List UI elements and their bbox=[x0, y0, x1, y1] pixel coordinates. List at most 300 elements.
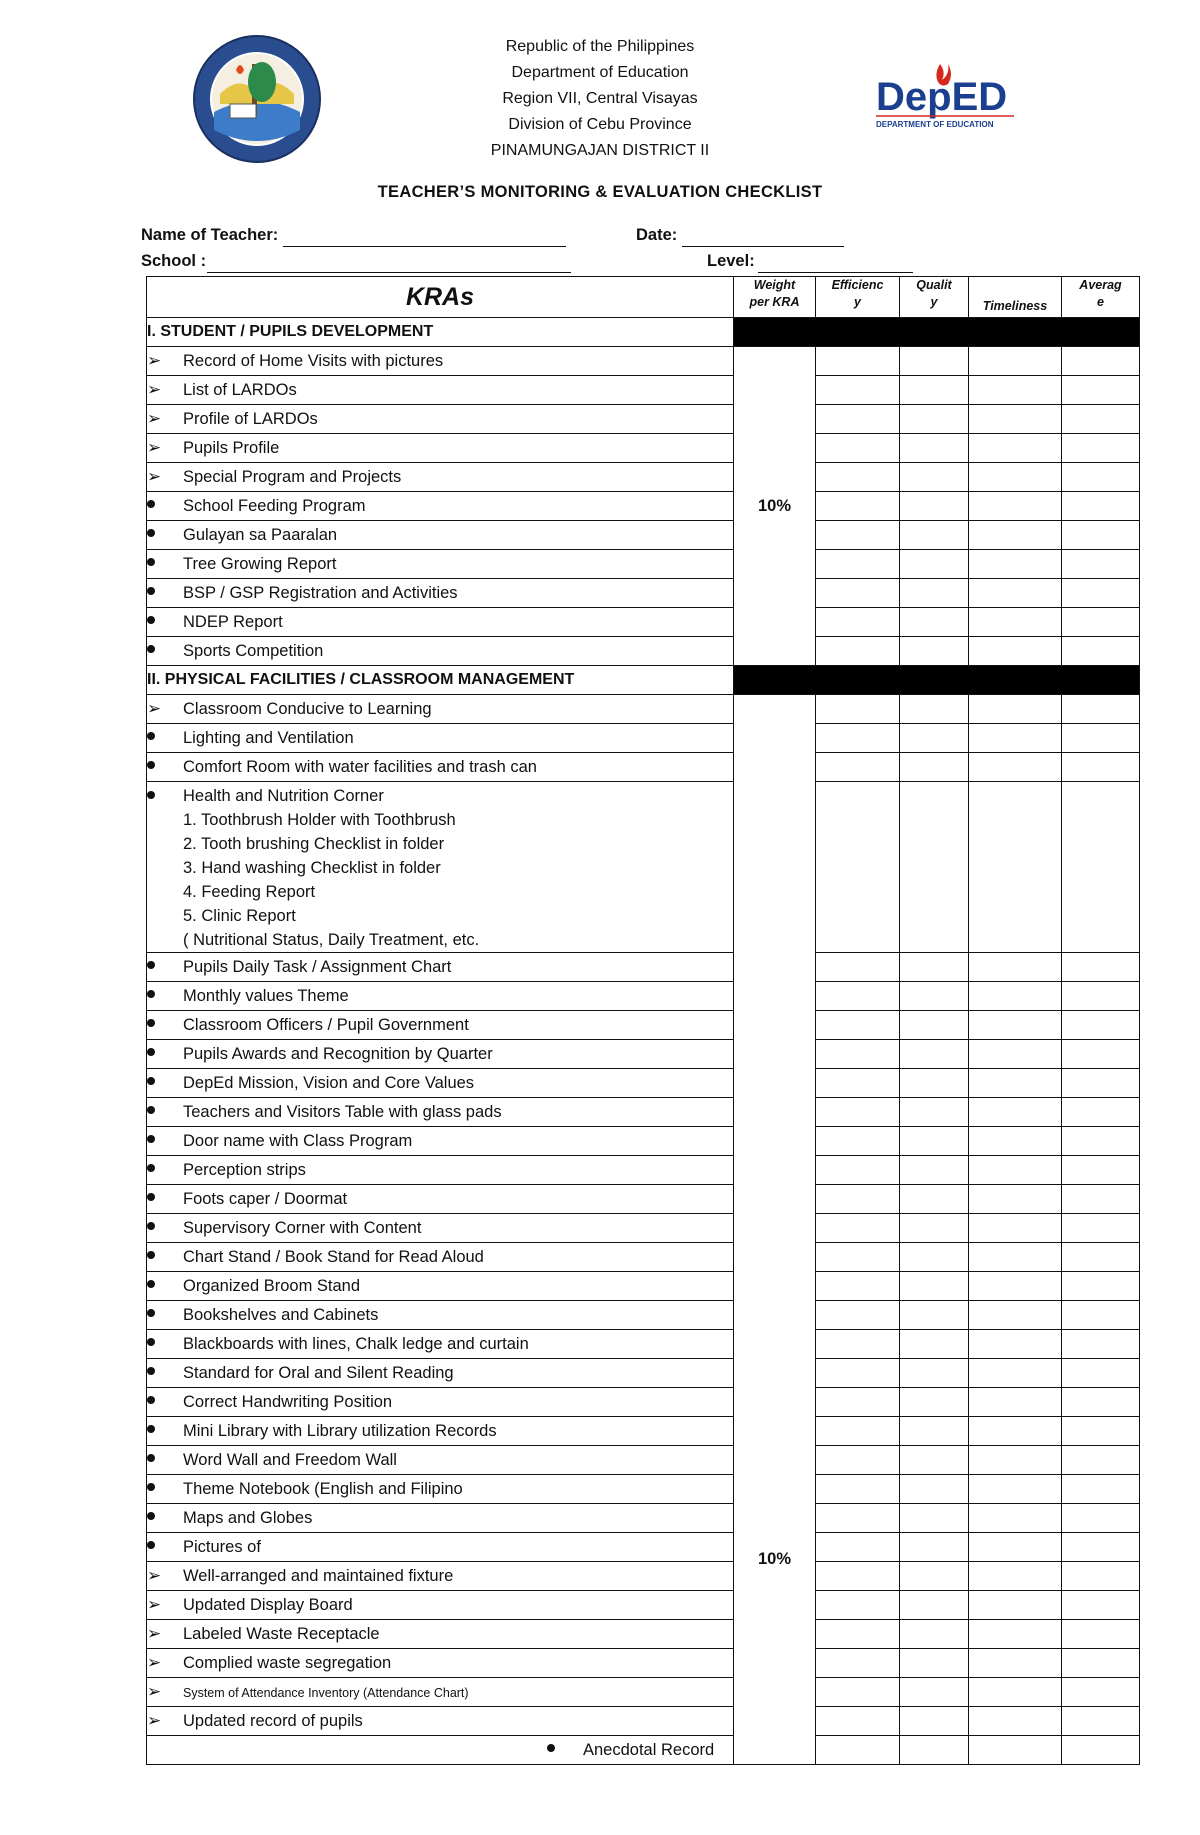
efficiency-cell[interactable] bbox=[816, 1185, 900, 1214]
timeliness-cell[interactable] bbox=[969, 1243, 1062, 1272]
bullet-icon bbox=[147, 1483, 155, 1491]
average-cell[interactable] bbox=[1062, 608, 1140, 637]
efficiency-cell[interactable] bbox=[816, 1678, 900, 1707]
bullet-icon bbox=[147, 529, 155, 537]
average-cell[interactable] bbox=[1062, 1562, 1140, 1591]
checklist-subitem: Bookshelves and Cabinets bbox=[147, 1301, 734, 1330]
checklist-table bbox=[146, 276, 1140, 1765]
table-row bbox=[147, 1475, 1140, 1504]
table-row bbox=[147, 724, 1140, 753]
average-cell[interactable] bbox=[1062, 579, 1140, 608]
efficiency-cell[interactable] bbox=[816, 550, 900, 579]
table-row bbox=[147, 1417, 1140, 1446]
efficiency-cell[interactable] bbox=[816, 782, 900, 953]
page-title: TEACHER’S MONITORING & EVALUATION CHECKLIST bbox=[377, 183, 823, 201]
checklist-subitem: Sports Competition bbox=[147, 637, 734, 666]
school-field[interactable] bbox=[207, 272, 571, 273]
average-cell[interactable] bbox=[1062, 1156, 1140, 1185]
table-row bbox=[147, 1156, 1140, 1185]
bullet-icon bbox=[147, 1251, 155, 1259]
header-line: PINAMUNGAJAN DISTRICT II bbox=[490, 142, 710, 159]
checklist-subitem: Teachers and Visitors Table with glass pads bbox=[147, 1098, 734, 1127]
efficiency-cell[interactable] bbox=[816, 1736, 900, 1765]
timeliness-cell[interactable] bbox=[969, 492, 1062, 521]
efficiency-cell[interactable] bbox=[816, 1214, 900, 1243]
timeliness-cell[interactable] bbox=[969, 1388, 1062, 1417]
average-cell[interactable] bbox=[1062, 1214, 1140, 1243]
efficiency-cell[interactable] bbox=[816, 1156, 900, 1185]
timeliness-cell[interactable] bbox=[969, 1533, 1062, 1562]
efficiency-cell[interactable] bbox=[816, 695, 900, 724]
timeliness-cell[interactable] bbox=[969, 1069, 1062, 1098]
quality-cell[interactable] bbox=[900, 376, 969, 405]
quality-cell[interactable] bbox=[900, 1127, 969, 1156]
checklist-subitem: Lighting and Ventilation bbox=[147, 724, 734, 753]
timeliness-cell[interactable] bbox=[969, 637, 1062, 666]
average-cell[interactable] bbox=[1062, 782, 1140, 953]
checklist-subitem: Pupils Awards and Recognition by Quarter bbox=[147, 1040, 734, 1069]
section-row bbox=[147, 318, 1140, 347]
timeliness-cell[interactable] bbox=[969, 347, 1062, 376]
quality-cell[interactable] bbox=[900, 1156, 969, 1185]
weight-cell: 10% bbox=[734, 347, 816, 666]
bullet-icon bbox=[147, 1338, 155, 1346]
school-label: School : bbox=[141, 252, 207, 270]
quality-cell[interactable] bbox=[900, 1330, 969, 1359]
timeliness-cell[interactable] bbox=[969, 1736, 1062, 1765]
average-cell[interactable] bbox=[1062, 376, 1140, 405]
timeliness-cell[interactable] bbox=[969, 1214, 1062, 1243]
timeliness-cell[interactable] bbox=[969, 1330, 1062, 1359]
average-cell[interactable] bbox=[1062, 1272, 1140, 1301]
teacher-name-label: Name of Teacher: bbox=[141, 226, 279, 244]
table-row bbox=[147, 463, 1140, 492]
checklist-subitem: Gulayan sa Paaralan bbox=[147, 521, 734, 550]
teacher-name-field[interactable] bbox=[283, 246, 566, 247]
efficiency-cell[interactable] bbox=[816, 1475, 900, 1504]
efficiency-cell[interactable] bbox=[816, 1388, 900, 1417]
efficiency-cell[interactable] bbox=[816, 1243, 900, 1272]
bullet-icon bbox=[147, 1425, 155, 1433]
table-row bbox=[147, 1098, 1140, 1127]
checklist-subitem: Comfort Room with water facilities and trash can bbox=[147, 753, 734, 782]
quality-cell[interactable] bbox=[900, 1359, 969, 1388]
average-cell[interactable] bbox=[1062, 1649, 1140, 1678]
average-cell[interactable] bbox=[1062, 695, 1140, 724]
table-row bbox=[147, 637, 1140, 666]
kras-header: KRAs bbox=[147, 277, 734, 318]
average-cell[interactable] bbox=[1062, 953, 1140, 982]
timeliness-cell[interactable] bbox=[969, 724, 1062, 753]
efficiency-cell[interactable] bbox=[816, 1330, 900, 1359]
health-corner-item: Health and Nutrition Corner 1. Toothbrush Holder with Toothbrush 2. Tooth brushing Checklist in folder 3. Hand washing Checklist in folder 4. Feeding Report 5. Clinic Report ( Nutritional Status, Daily Treatment, etc. bbox=[147, 782, 734, 953]
bullet-icon bbox=[147, 587, 155, 595]
quality-cell[interactable] bbox=[900, 695, 969, 724]
timeliness-cell[interactable] bbox=[969, 1504, 1062, 1533]
table-row bbox=[147, 1011, 1140, 1040]
table-row bbox=[147, 608, 1140, 637]
average-cell[interactable] bbox=[1062, 1330, 1140, 1359]
arrow-bullet-icon: ➢ bbox=[147, 1711, 162, 1730]
table-row bbox=[147, 982, 1140, 1011]
checklist-subitem: Mini Library with Library utilization Records bbox=[147, 1417, 734, 1446]
checklist-subitem: Organized Broom Stand bbox=[147, 1272, 734, 1301]
quality-cell[interactable] bbox=[900, 1504, 969, 1533]
table-row bbox=[147, 1127, 1140, 1156]
timeliness-cell[interactable] bbox=[969, 1620, 1062, 1649]
checklist-subitem: Chart Stand / Book Stand for Read Aloud bbox=[147, 1243, 734, 1272]
quality-cell[interactable] bbox=[900, 1591, 969, 1620]
quality-cell[interactable] bbox=[900, 434, 969, 463]
average-cell[interactable] bbox=[1062, 1736, 1140, 1765]
efficiency-cell[interactable] bbox=[816, 1707, 900, 1736]
timeliness-cell[interactable] bbox=[969, 1475, 1062, 1504]
checklist-subitem: Monthly values Theme bbox=[147, 982, 734, 1011]
quality-cell[interactable] bbox=[900, 1678, 969, 1707]
table-row bbox=[147, 1446, 1140, 1475]
timeliness-cell[interactable] bbox=[969, 782, 1062, 953]
efficiency-cell[interactable] bbox=[816, 1011, 900, 1040]
efficiency-cell[interactable] bbox=[816, 1359, 900, 1388]
quality-cell[interactable] bbox=[900, 1388, 969, 1417]
efficiency-cell[interactable] bbox=[816, 347, 900, 376]
bullet-icon bbox=[147, 1280, 155, 1288]
efficiency-cell[interactable] bbox=[816, 434, 900, 463]
quality-cell[interactable] bbox=[900, 492, 969, 521]
timeliness-cell[interactable] bbox=[969, 1707, 1062, 1736]
timeliness-cell[interactable] bbox=[969, 1446, 1062, 1475]
efficiency-cell[interactable] bbox=[816, 724, 900, 753]
quality-cell[interactable] bbox=[900, 1417, 969, 1446]
quality-cell[interactable] bbox=[900, 347, 969, 376]
header-line: Region VII, Central Visayas bbox=[502, 90, 698, 107]
pictures-subitem: ➢ System of Attendance Inventory (Attendance Chart) bbox=[147, 1678, 734, 1707]
average-cell[interactable] bbox=[1062, 434, 1140, 463]
average-cell[interactable] bbox=[1062, 753, 1140, 782]
timeliness-cell[interactable] bbox=[969, 376, 1062, 405]
quality-cell[interactable] bbox=[900, 1098, 969, 1127]
deped-logo-text: DepED bbox=[876, 75, 1008, 119]
bullet-icon bbox=[147, 1367, 155, 1375]
table-row bbox=[147, 1359, 1140, 1388]
average-cell[interactable] bbox=[1062, 1185, 1140, 1214]
arrow-bullet-icon: ➢ bbox=[147, 380, 162, 399]
table-row bbox=[147, 434, 1140, 463]
average-cell[interactable] bbox=[1062, 1243, 1140, 1272]
timeliness-cell[interactable] bbox=[969, 463, 1062, 492]
pictures-subitem: ➢ Updated record of pupils bbox=[147, 1707, 734, 1736]
average-cell[interactable] bbox=[1062, 1475, 1140, 1504]
weight-cell: 10% bbox=[734, 695, 816, 1765]
section-row bbox=[147, 666, 1140, 695]
efficiency-cell[interactable] bbox=[816, 1562, 900, 1591]
section-title: I. STUDENT / PUPILS DEVELOPMENT bbox=[147, 318, 734, 347]
quality-cell[interactable] bbox=[900, 463, 969, 492]
average-cell[interactable] bbox=[1062, 550, 1140, 579]
efficiency-cell[interactable] bbox=[816, 1272, 900, 1301]
checklist-subitem: Door name with Class Program bbox=[147, 1127, 734, 1156]
quality-cell[interactable] bbox=[900, 1533, 969, 1562]
table-row bbox=[147, 1069, 1140, 1098]
bullet-icon bbox=[147, 961, 155, 969]
bullet-icon bbox=[547, 1744, 555, 1752]
bullet-icon bbox=[147, 1019, 155, 1027]
average-cell[interactable] bbox=[1062, 1359, 1140, 1388]
table-row bbox=[147, 492, 1140, 521]
timeliness-cell[interactable] bbox=[969, 579, 1062, 608]
timeliness-cell[interactable] bbox=[969, 1301, 1062, 1330]
efficiency-cell[interactable] bbox=[816, 492, 900, 521]
arrow-bullet-icon: ➢ bbox=[147, 438, 162, 457]
average-cell[interactable] bbox=[1062, 492, 1140, 521]
timeliness-cell[interactable] bbox=[969, 521, 1062, 550]
table-row bbox=[147, 550, 1140, 579]
timeliness-cell[interactable] bbox=[969, 753, 1062, 782]
quality-cell[interactable] bbox=[900, 1243, 969, 1272]
average-cell[interactable] bbox=[1062, 1417, 1140, 1446]
quality-cell[interactable] bbox=[900, 1649, 969, 1678]
arrow-bullet-icon: ➢ bbox=[147, 1595, 162, 1614]
pictures-subitem: ➢ Labeled Waste Receptacle bbox=[147, 1620, 734, 1649]
average-cell[interactable] bbox=[1062, 1678, 1140, 1707]
average-cell[interactable] bbox=[1062, 1591, 1140, 1620]
average-cell[interactable] bbox=[1062, 1098, 1140, 1127]
bullet-icon bbox=[147, 1222, 155, 1230]
efficiency-cell[interactable] bbox=[816, 1040, 900, 1069]
bullet-icon bbox=[147, 1396, 155, 1404]
average-cell[interactable] bbox=[1062, 1011, 1140, 1040]
bullet-icon bbox=[147, 1106, 155, 1114]
efficiency-cell[interactable] bbox=[816, 521, 900, 550]
timeliness-cell[interactable] bbox=[969, 1417, 1062, 1446]
quality-cell[interactable] bbox=[900, 1011, 969, 1040]
checklist-subitem: Standard for Oral and Silent Reading bbox=[147, 1359, 734, 1388]
average-cell[interactable] bbox=[1062, 521, 1140, 550]
efficiency-cell[interactable] bbox=[816, 1127, 900, 1156]
average-cell[interactable] bbox=[1062, 463, 1140, 492]
arrow-bullet-icon: ➢ bbox=[147, 1653, 162, 1672]
checklist-item: ➢ Record of Home Visits with pictures bbox=[147, 347, 734, 376]
timeliness-cell[interactable] bbox=[969, 1127, 1062, 1156]
quality-cell[interactable] bbox=[900, 1620, 969, 1649]
efficiency-cell[interactable] bbox=[816, 753, 900, 782]
quality-cell[interactable] bbox=[900, 1707, 969, 1736]
checklist-subitem: Pupils Daily Task / Assignment Chart bbox=[147, 953, 734, 982]
table-row bbox=[147, 1504, 1140, 1533]
table-row bbox=[147, 1301, 1140, 1330]
header-line: Division of Cebu Province bbox=[508, 116, 692, 133]
efficiency-cell[interactable] bbox=[816, 1533, 900, 1562]
timeliness-cell[interactable] bbox=[969, 982, 1062, 1011]
checklist-subitem: Blackboards with lines, Chalk ledge and curtain bbox=[147, 1330, 734, 1359]
table-row bbox=[147, 1185, 1140, 1214]
average-cell[interactable] bbox=[1062, 1069, 1140, 1098]
quality-cell[interactable] bbox=[900, 521, 969, 550]
quality-cell[interactable] bbox=[900, 1562, 969, 1591]
timeliness-cell[interactable] bbox=[969, 695, 1062, 724]
timeliness-cell[interactable] bbox=[969, 1272, 1062, 1301]
efficiency-cell[interactable] bbox=[816, 579, 900, 608]
table-row bbox=[147, 695, 1140, 724]
average-cell[interactable] bbox=[1062, 637, 1140, 666]
quality-cell[interactable] bbox=[900, 1214, 969, 1243]
date-field[interactable] bbox=[682, 246, 844, 247]
table-row bbox=[147, 1649, 1140, 1678]
letterhead bbox=[400, 34, 800, 164]
quality-cell[interactable] bbox=[900, 637, 969, 666]
quality-cell[interactable] bbox=[900, 1475, 969, 1504]
quality-cell[interactable] bbox=[900, 1736, 969, 1765]
bullet-icon bbox=[147, 645, 155, 653]
average-cell[interactable] bbox=[1062, 1301, 1140, 1330]
bullet-icon bbox=[147, 1512, 155, 1520]
quality-cell[interactable] bbox=[900, 1301, 969, 1330]
quality-cell[interactable] bbox=[900, 550, 969, 579]
pictures-subitem: ➢ Complied waste segregation bbox=[147, 1649, 734, 1678]
quality-cell[interactable] bbox=[900, 405, 969, 434]
quality-cell[interactable] bbox=[900, 1040, 969, 1069]
timeliness-cell[interactable] bbox=[969, 608, 1062, 637]
checklist-subitem: Classroom Officers / Pupil Government bbox=[147, 1011, 734, 1040]
bullet-icon bbox=[147, 1454, 155, 1462]
timeliness-cell[interactable] bbox=[969, 1359, 1062, 1388]
quality-cell[interactable] bbox=[900, 753, 969, 782]
timeliness-header: Timeliness bbox=[969, 277, 1062, 318]
anecdotal-record-item: Anecdotal Record bbox=[147, 1736, 734, 1765]
average-cell[interactable] bbox=[1062, 347, 1140, 376]
checklist-item: ➢ Classroom Conducive to Learning bbox=[147, 695, 734, 724]
table-row bbox=[147, 782, 1140, 953]
bullet-icon bbox=[147, 990, 155, 998]
timeliness-cell[interactable] bbox=[969, 1011, 1062, 1040]
header-line: Department of Education bbox=[511, 64, 689, 81]
timeliness-cell[interactable] bbox=[969, 1649, 1062, 1678]
checklist-item: ➢ Pupils Profile bbox=[147, 434, 734, 463]
timeliness-cell[interactable] bbox=[969, 1678, 1062, 1707]
efficiency-cell[interactable] bbox=[816, 376, 900, 405]
pictures-subitem: ➢ Updated Display Board bbox=[147, 1591, 734, 1620]
bullet-icon bbox=[147, 1193, 155, 1201]
efficiency-cell[interactable] bbox=[816, 1301, 900, 1330]
quality-cell[interactable] bbox=[900, 1069, 969, 1098]
timeliness-cell[interactable] bbox=[969, 550, 1062, 579]
efficiency-cell[interactable] bbox=[816, 953, 900, 982]
pictures-subitem: ➢ Well-arranged and maintained fixture bbox=[147, 1562, 734, 1591]
table-row bbox=[147, 1562, 1140, 1591]
table-row bbox=[147, 1214, 1140, 1243]
average-cell[interactable] bbox=[1062, 1620, 1140, 1649]
average-cell[interactable] bbox=[1062, 982, 1140, 1011]
timeliness-cell[interactable] bbox=[969, 1185, 1062, 1214]
efficiency-cell[interactable] bbox=[816, 637, 900, 666]
efficiency-cell[interactable] bbox=[816, 1446, 900, 1475]
checklist-subitem: Pictures of bbox=[147, 1533, 734, 1562]
efficiency-cell[interactable] bbox=[816, 463, 900, 492]
efficiency-cell[interactable] bbox=[816, 1069, 900, 1098]
arrow-bullet-icon: ➢ bbox=[147, 1566, 162, 1585]
timeliness-cell[interactable] bbox=[969, 1156, 1062, 1185]
quality-cell[interactable] bbox=[900, 953, 969, 982]
efficiency-cell[interactable] bbox=[816, 1620, 900, 1649]
quality-cell[interactable] bbox=[900, 782, 969, 953]
arrow-bullet-icon: ➢ bbox=[147, 467, 162, 486]
division-seal-icon bbox=[192, 34, 322, 164]
efficiency-cell[interactable] bbox=[816, 405, 900, 434]
average-cell[interactable] bbox=[1062, 1127, 1140, 1156]
average-header: Averag e bbox=[1062, 277, 1140, 318]
table-row bbox=[147, 1040, 1140, 1069]
efficiency-cell[interactable] bbox=[816, 982, 900, 1011]
checklist-subitem: Perception strips bbox=[147, 1156, 734, 1185]
section-title: II. PHYSICAL FACILITIES / CLASSROOM MANAGEMENT bbox=[147, 666, 734, 695]
table-row bbox=[147, 1678, 1140, 1707]
checklist-subitem: Foots caper / Doormat bbox=[147, 1185, 734, 1214]
section-shaded-cell bbox=[734, 666, 1140, 695]
quality-cell[interactable] bbox=[900, 1446, 969, 1475]
quality-cell[interactable] bbox=[900, 1272, 969, 1301]
checklist-subitem: Theme Notebook (English and Filipino bbox=[147, 1475, 734, 1504]
table-header-row bbox=[147, 277, 1140, 318]
quality-cell[interactable] bbox=[900, 1185, 969, 1214]
efficiency-cell[interactable] bbox=[816, 1098, 900, 1127]
efficiency-cell[interactable] bbox=[816, 1417, 900, 1446]
table-row bbox=[147, 1591, 1140, 1620]
efficiency-cell[interactable] bbox=[816, 608, 900, 637]
table-row bbox=[147, 753, 1140, 782]
average-cell[interactable] bbox=[1062, 1040, 1140, 1069]
checklist-item: ➢ List of LARDOs bbox=[147, 376, 734, 405]
checklist-subitem: BSP / GSP Registration and Activities bbox=[147, 579, 734, 608]
table-row bbox=[147, 405, 1140, 434]
arrow-bullet-icon: ➢ bbox=[147, 409, 162, 428]
header-line: Republic of the Philippines bbox=[505, 38, 695, 55]
weight-header: Weight per KRA bbox=[734, 277, 816, 318]
timeliness-cell[interactable] bbox=[969, 1591, 1062, 1620]
table-row bbox=[147, 1707, 1140, 1736]
table-row bbox=[147, 1272, 1140, 1301]
bullet-icon bbox=[147, 558, 155, 566]
arrow-bullet-icon: ➢ bbox=[147, 699, 162, 718]
average-cell[interactable] bbox=[1062, 405, 1140, 434]
level-field[interactable] bbox=[758, 272, 913, 273]
efficiency-cell[interactable] bbox=[816, 1504, 900, 1533]
efficiency-cell[interactable] bbox=[816, 1649, 900, 1678]
quality-cell[interactable] bbox=[900, 608, 969, 637]
timeliness-cell[interactable] bbox=[969, 1562, 1062, 1591]
table-row bbox=[147, 1736, 1140, 1765]
efficiency-cell[interactable] bbox=[816, 1591, 900, 1620]
timeliness-cell[interactable] bbox=[969, 1040, 1062, 1069]
timeliness-cell[interactable] bbox=[969, 953, 1062, 982]
quality-cell[interactable] bbox=[900, 724, 969, 753]
average-cell[interactable] bbox=[1062, 1388, 1140, 1417]
table-row bbox=[147, 347, 1140, 376]
bullet-icon bbox=[147, 732, 155, 740]
quality-cell[interactable] bbox=[900, 982, 969, 1011]
average-cell[interactable] bbox=[1062, 1446, 1140, 1475]
average-cell[interactable] bbox=[1062, 1504, 1140, 1533]
timeliness-cell[interactable] bbox=[969, 434, 1062, 463]
average-cell[interactable] bbox=[1062, 1707, 1140, 1736]
checklist-subitem: Word Wall and Freedom Wall bbox=[147, 1446, 734, 1475]
quality-cell[interactable] bbox=[900, 579, 969, 608]
average-cell[interactable] bbox=[1062, 1533, 1140, 1562]
timeliness-cell[interactable] bbox=[969, 405, 1062, 434]
timeliness-cell[interactable] bbox=[969, 1098, 1062, 1127]
quality-header: Qualit y bbox=[900, 277, 969, 318]
checklist-subitem: DepEd Mission, Vision and Core Values bbox=[147, 1069, 734, 1098]
average-cell[interactable] bbox=[1062, 724, 1140, 753]
